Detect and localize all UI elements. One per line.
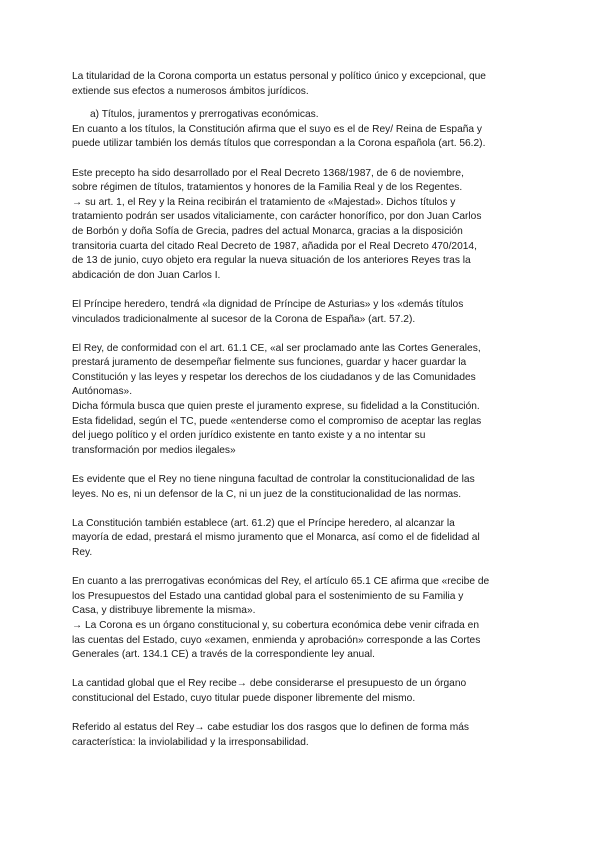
list-item-a: a) Títulos, juramentos y prerrogativas económicas. [90,109,319,121]
paragraph-titles: En cuanto a los títulos, la Constitución afirma que el suyo es el de Rey/ Reina de España y puede utilizar también los demás títulos que correspondan a la Corona española (art. 56.2). [72,123,486,150]
paragraph-principe-juramento: La Constitución también establece (art. 61.2) que el Príncipe heredero, al alcanzar la mayoría de edad, prestará el mismo juramento que el Monarca, así como el de fidelidad al Rey. [72,517,480,558]
paragraph-juramento: El Rey, de conformidad con el art. 61.1 CE, «al ser proclamado ante las Cortes Generales, prestará juramento de desempeñar fielmente sus funciones, guardar y hacer guardar la Constitución y las leyes y respetar los derechos de los ciudadanos y de las Comunidades Autónomas». Dicha fórmula busca que quien preste el juramento exprese, su fidelidad a la Constitución. Esta fidelidad, según el TC, puede «entenderse como el compromiso de aceptar las reglas del juego político y el orden jurídico existente en tanto existe y a no intentar su transformación por medios ilegales» [72,342,482,456]
document-body [72,70,530,750]
paragraph-intro: La titularidad de la Corona comporta un estatus personal y político único y excepcional, que extiende sus efectos a numerosos ámbitos jurídicos. [72,71,486,97]
paragraph-estatus: Referido al estatus del Rey→ cabe estudiar los dos rasgos que lo definen de forma más característica: la inviolabilidad y la irresponsabilidad. [72,722,469,748]
paragraph-prerrogativas: En cuanto a las prerrogativas económicas del Rey, el artículo 65.1 CE afirma que «recibe de los Presupuestos del Estado una cantidad global para el sostenimiento de su Familia y Casa, y distribuye libremente la misma». → La Corona es un órgano constitucional y, su cobertura económica debe venir cifrada en las cuentas del Estado, cuyo «examen, enmienda y aprobación» corresponde a las Cortes Generales (art. 134.1 CE) a través de la correspondiente ley anual. [72,576,490,661]
paragraph-real-decreto: Este precepto ha sido desarrollado por el Real Decreto 1368/1987, de 6 de noviembre, sobre régimen de títulos, tratamientos y honores de la Familia Real y de los Regentes. → su art. 1, el Rey y la Reina recibirán el tratamiento de «Majestad». Dichos títulos y tratamiento podrán ser usados vitaliciamente, con carácter honorífico, por don Juan Carlos de Borbón y doña Sofía de Grecia, padres del actual Monarca, gracias a la disposición transitoria cuarta del citado Real Decreto de 1987, añadida por el Real Decreto 470/2014, de 13 de junio, cuyo objeto era regular la nueva situación de los anteriores Reyes tras la abdicación de don Juan Carlos I. [72,167,482,281]
paragraph-cantidad-global: La cantidad global que el Rey recibe→ debe considerarse el presupuesto de un órgano constitucional del Estado, cuyo titular puede disponer libremente del mismo. [72,678,467,704]
paragraph-principe: El Príncipe heredero, tendrá «la dignidad de Príncipe de Asturias» y los «demás títulos vinculados tradicionalmente al sucesor de la Corona de España» (art. 57.2). [72,298,464,325]
paragraph-control: Es evidente que el Rey no tiene ninguna facultad de controlar la constitucionalidad de las leyes. No es, ni un defensor de la C, ni un juez de la constitucionalidad de las normas. [72,474,475,500]
